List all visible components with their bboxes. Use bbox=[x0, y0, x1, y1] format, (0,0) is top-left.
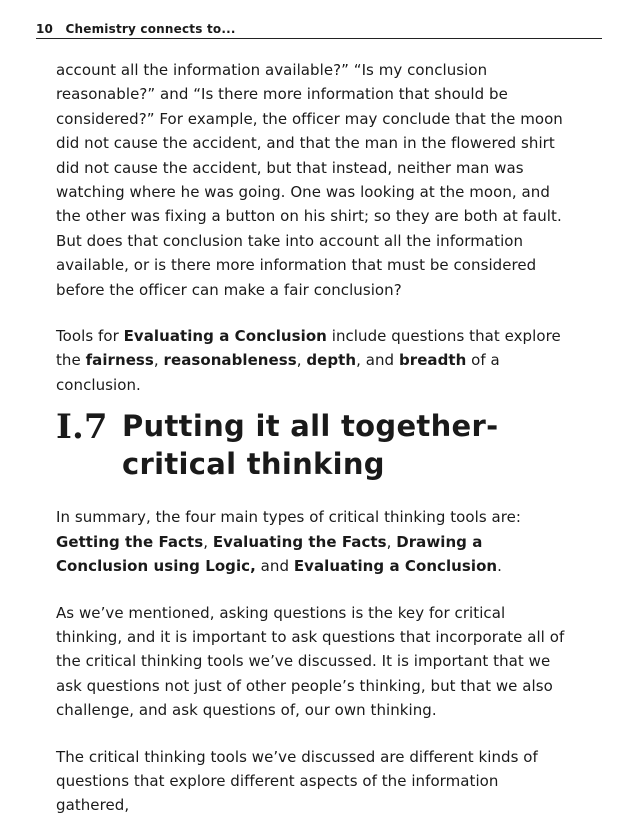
text-run: include questions that explore the bbox=[56, 327, 561, 370]
section-heading bbox=[56, 407, 576, 483]
term-evaluating-a-conclusion: Evaluating a Conclusion bbox=[293, 557, 498, 576]
running-title: Chemistry connects to... bbox=[65, 22, 236, 36]
text-run: , and bbox=[356, 351, 399, 370]
text-run: , bbox=[153, 351, 164, 370]
text-run: In summary, the four main types of critical thinking tools are: bbox=[56, 508, 522, 527]
text-run: , bbox=[296, 351, 307, 370]
page-body bbox=[56, 58, 576, 818]
term-breadth: breadth bbox=[398, 351, 467, 370]
paragraph-asking-questions: As we’ve mentioned, asking questions is the key for critical thinking, and it is important to ask questions that incorporate all of the critical thinking tools we’ve discussed. It is important that we ask questions not just of other people’s thinking, but that we also challenge, and ask questions of, our own thinking. bbox=[56, 603, 565, 720]
section-title-line-2: critical thinking bbox=[122, 447, 385, 482]
section-title-line-1: Putting it all together- bbox=[122, 409, 499, 444]
paragraph-conclusion-example: account all the information available?” “Is my conclusion reasonable?” and “Is there more information that should be considered?” For example, the officer may conclude that the moon did not cause the accident, and that the man in the flowered shirt did not cause the accident, but that instead, neither man was watching where he was going. One was looking at the moon, and the other was fixing a button on his shirt; so they are both at fault. But does that conclusion take into account all the information available, or is there more information that must be considered before the officer can make a fair conclusion? bbox=[56, 61, 563, 299]
term-reasonableness: reasonableness bbox=[163, 351, 297, 370]
page-number: 10 bbox=[36, 22, 54, 36]
text-run: , bbox=[386, 532, 397, 551]
term-fairness: fairness bbox=[85, 351, 154, 370]
term-depth: depth bbox=[306, 351, 357, 370]
text-run: of a conclusion. bbox=[56, 351, 500, 394]
text-run: , bbox=[203, 532, 213, 551]
section-title bbox=[122, 407, 498, 483]
paragraph-tools-discussed: The critical thinking tools we’ve discussed are different kinds of questions that explore different aspects of the information gathered, bbox=[56, 747, 538, 815]
paragraph-summary bbox=[56, 505, 576, 578]
running-header bbox=[36, 22, 602, 39]
term-getting-the-facts: Getting the Facts bbox=[56, 532, 204, 551]
term-drawing-a-conclusion: Drawing a Conclusion using Logic, bbox=[56, 532, 483, 576]
text-run: and bbox=[255, 557, 294, 576]
term-evaluating-a-conclusion: Evaluating a Conclusion bbox=[123, 327, 327, 346]
paragraph-evaluating-tools bbox=[56, 324, 576, 397]
term-evaluating-the-facts: Evaluating the Facts bbox=[212, 532, 387, 551]
text-run: . bbox=[497, 557, 502, 576]
section-number: I.7 bbox=[56, 407, 108, 448]
text-run: Tools for bbox=[56, 327, 124, 346]
